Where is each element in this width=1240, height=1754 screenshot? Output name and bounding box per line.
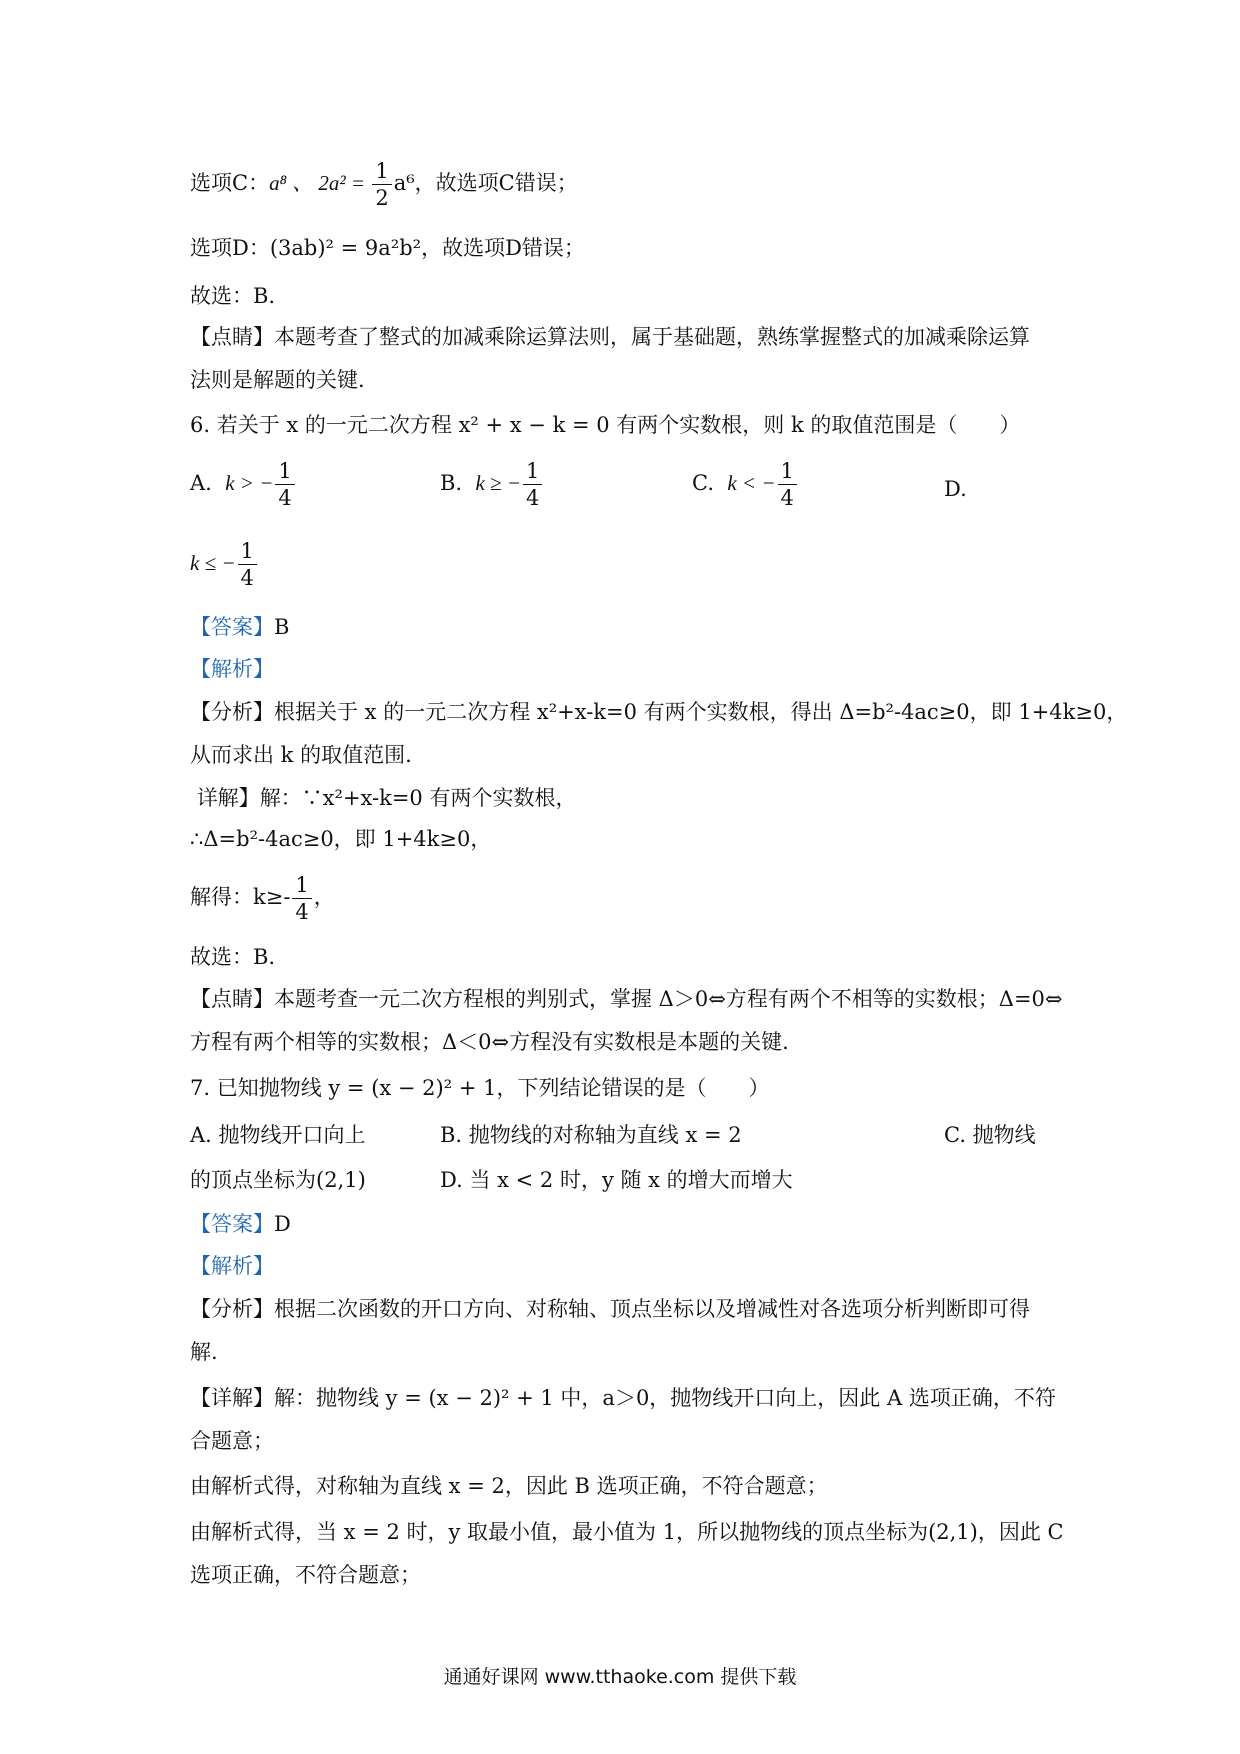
q6-dianjing-1: [190, 984, 1063, 1014]
math: k ≤ −: [190, 551, 236, 575]
fraction: [238, 538, 257, 591]
q6-choose: 故选：B.: [190, 945, 276, 969]
q7-answer: [190, 1209, 291, 1239]
q6-option-b: [440, 458, 544, 511]
label: B.: [440, 471, 463, 495]
q7-xiangjie-3: 由解析式得，对称轴为直线 x = 2，因此 B 选项正确，不符合题意；: [190, 1474, 828, 1498]
numerator: 1: [275, 458, 294, 485]
numerator: 1: [292, 872, 311, 899]
line-option-d: 选项D：(3ab)² = 9a²b²，故选项D错误；: [190, 236, 585, 260]
fraction: [778, 458, 797, 511]
question-6: 6. 若关于 x 的一元二次方程 x² + x − k = 0 有两个实数根，则 k 的取值范围是（ ）: [190, 413, 1021, 437]
q7-jiexi: 【解析】: [190, 1254, 274, 1278]
text: 根据关于 x 的一元二次方程 x²+x-k=0 有两个实数根，得出 Δ=b²-4ac≥0，即 1+4k≥0，: [274, 700, 1128, 724]
text: 解得：k≥-: [190, 885, 291, 909]
q6-option-c: [692, 458, 799, 511]
text: ，: [313, 885, 335, 909]
answer: B: [274, 615, 290, 639]
text: 解：∵x²+x-k=0 有两个实数根，: [259, 786, 577, 810]
tag-fenxi: 【分析】: [190, 700, 274, 724]
q6-xiangjie-2: ∴Δ=b²-4ac≥0，即 1+4k≥0，: [190, 827, 492, 851]
line-choose-b: 故选：B.: [190, 284, 276, 308]
math: k > −: [225, 471, 274, 495]
denominator: 4: [780, 486, 794, 510]
fraction: [275, 458, 294, 511]
text: 本题考查一元二次方程根的判别式，掌握 Δ＞0⇔方程有两个不相等的实数根；Δ=0⇔: [274, 987, 1063, 1011]
q6-xiangjie-3: [190, 872, 335, 925]
text: 根据二次函数的开口方向、对称轴、顶点坐标以及增减性对各选项分析判断即可得: [274, 1297, 1030, 1321]
tag-fenxi: 【分析】: [190, 1297, 274, 1321]
answer: D: [274, 1212, 291, 1236]
q7-option-c-cont: 的顶点坐标为(2,1): [190, 1168, 366, 1192]
label: A.: [190, 471, 212, 495]
q7-xiangjie-5: 选项正确，不符合题意；: [190, 1563, 421, 1587]
denominator: 4: [240, 566, 254, 590]
numerator: 1: [372, 158, 391, 185]
tag-answer: 【答案】: [190, 1212, 274, 1236]
q7-option-c: C. 抛物线: [944, 1123, 1036, 1147]
q6-fenxi-1: [190, 697, 1127, 727]
numerator: 1: [778, 458, 797, 485]
q6-dianjing-2: 方程有两个相等的实数根；Δ＜0⇔方程没有实数根是本题的关键.: [190, 1030, 789, 1054]
math: k < −: [727, 471, 776, 495]
q6-option-d: [190, 538, 259, 591]
text: 解：抛物线 y = (x − 2)² + 1 中，a＞0，抛物线开口向上，因此 A 选项正确，不符: [274, 1386, 1056, 1410]
tag-dianjing: 【点睛】: [190, 987, 274, 1011]
line-dianjing-2: 法则是解题的关键.: [190, 368, 365, 392]
tag-dianjing: 【点睛】: [190, 325, 274, 349]
fraction: [523, 458, 542, 511]
q7-option-b: B. 抛物线的对称轴为直线 x = 2: [440, 1123, 742, 1147]
q6-xiangjie-1: [190, 783, 576, 813]
q7-xiangjie-4: 由解析式得，当 x = 2 时，y 取最小值，最小值为 1，所以抛物线的顶点坐标为(2,1)，因此 C: [190, 1520, 1064, 1544]
tag-xiangjie: 【详解】: [190, 1386, 274, 1410]
tag-answer: 【答案】: [190, 615, 274, 639]
numerator: 1: [238, 538, 257, 565]
tag-xiangjie: 详解】: [196, 786, 260, 810]
fraction: [292, 872, 311, 925]
text: 选项C：: [190, 171, 270, 195]
math: a⁸ 、 2a² =: [269, 171, 371, 195]
q7-xiangjie-2: 合题意；: [190, 1429, 274, 1453]
footer-source: 通通好课网 www.tthaoke.com 提供下载: [443, 1666, 797, 1688]
denominator: 2: [375, 186, 389, 210]
q7-xiangjie-1: [190, 1383, 1056, 1413]
line-option-c: [190, 158, 578, 211]
math: k ≥ −: [475, 471, 521, 495]
q7-option-d: D. 当 x < 2 时，y 随 x 的增大而增大: [440, 1168, 793, 1192]
question-7: 7. 已知抛物线 y = (x − 2)² + 1，下列结论错误的是（ ）: [190, 1076, 770, 1100]
q6-option-a: [190, 458, 297, 511]
q7-fenxi-1: [190, 1294, 1030, 1324]
q7-fenxi-2: 解.: [190, 1340, 218, 1364]
q7-option-a: A. 抛物线开口向上: [190, 1123, 366, 1147]
q6-option-d-label: D.: [944, 477, 967, 501]
numerator: 1: [523, 458, 542, 485]
denominator: 4: [295, 900, 309, 924]
line-dianjing-1: [190, 322, 1030, 352]
text: 本题考查了整式的加减乘除运算法则，属于基础题，熟练掌握整式的加减乘除运算: [274, 325, 1030, 349]
label: C.: [692, 471, 714, 495]
denominator: 4: [278, 486, 292, 510]
q6-jiexi: 【解析】: [190, 657, 274, 681]
q6-fenxi-2: 从而求出 k 的取值范围.: [190, 743, 412, 767]
fraction: [372, 158, 391, 211]
denominator: 4: [526, 486, 540, 510]
q6-answer: [190, 612, 289, 642]
text: a⁶，故选项C错误；: [393, 171, 578, 195]
